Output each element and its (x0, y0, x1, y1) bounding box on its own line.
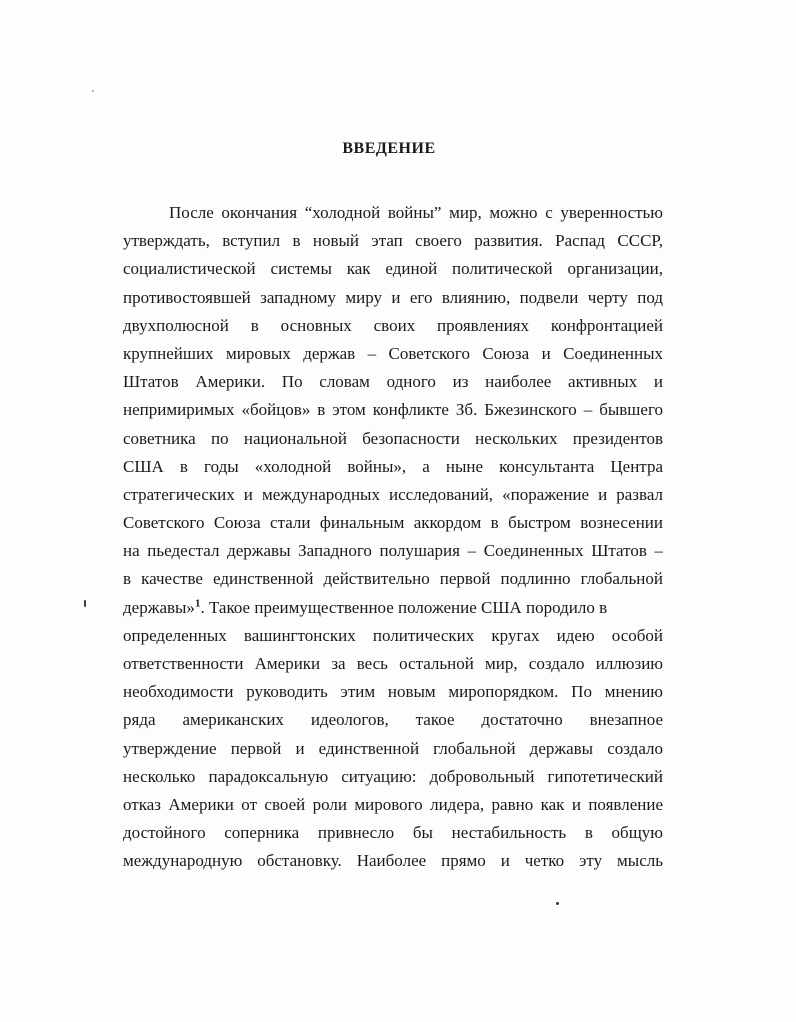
scan-speck (92, 90, 94, 92)
text-line: непримиримых «бойцов» в этом конфликте Зб. Бжезинского – бывшего (123, 400, 663, 420)
scan-speck (556, 902, 559, 905)
text-line: необходимости руководить этим новым миропорядком. По мнению (123, 682, 663, 702)
text-line: Штатов Америки. По словам одного из наиболее активных и (123, 372, 663, 392)
text-line: международную обстановку. Наиболее прямо и четко эту мысль (123, 851, 663, 871)
text-line-with-footnote (123, 594, 663, 622)
text-fragment: державы» (123, 597, 195, 617)
text-line: Советского Союза стали финальным аккордом в быстром вознесении (123, 513, 663, 533)
text-line: После окончания “холодной войны” мир, можно с уверенностью (169, 203, 663, 222)
text-line: социалистической системы как единой политической организации, (123, 259, 663, 279)
text-line: двухполюсной в основных своих проявлениях конфронтацией (123, 315, 663, 335)
text-line: стратегических и международных исследований, «поражение и развал (123, 484, 663, 504)
text-line: ответственности Америки за весь остальной мир, создало иллюзию (123, 654, 663, 673)
scan-speck (84, 600, 86, 607)
body-paragraph (123, 199, 663, 876)
footnote-reference: 1 (194, 596, 201, 609)
text-line: определенных вашингтонских политических кругах идею особой (123, 625, 663, 645)
text-line: достойного соперника привнесло бы нестабильность в общую (123, 823, 663, 843)
text-line: отказ Америки от своей роли мирового лидера, равно как и появление (123, 794, 663, 814)
text-line: ряда американских идеологов, такое достаточно внезапное (123, 710, 663, 730)
text-line: советника по национальной безопасности нескольких президентов (123, 428, 663, 448)
text-line: США в годы «холодной войны», а ныне консультанта Центра (123, 456, 663, 476)
text-fragment: . Такое преимущественное положение США породило в (200, 597, 608, 617)
text-line: утверждать, вступил в новый этап своего развития. Распад СССР, (123, 231, 663, 251)
text-line: утверждение первой и единственной глобальной державы создало (123, 738, 663, 758)
text-line: на пьедестал державы Западного полушария – Соединенных Штатов – (123, 541, 663, 561)
text-line: в качестве единственной действительно первой подлинно глобальной (123, 569, 663, 589)
text-line: несколько парадоксальную ситуацию: добровольный гипотетический (123, 766, 663, 786)
text-line: противостоявшей западному миру и его влиянию, подвели черту под (123, 287, 663, 307)
page-title: ВВЕДЕНИЕ (342, 140, 436, 157)
text-line: крупнейших мировых держав – Советского Союза и Соединенных (123, 343, 663, 363)
